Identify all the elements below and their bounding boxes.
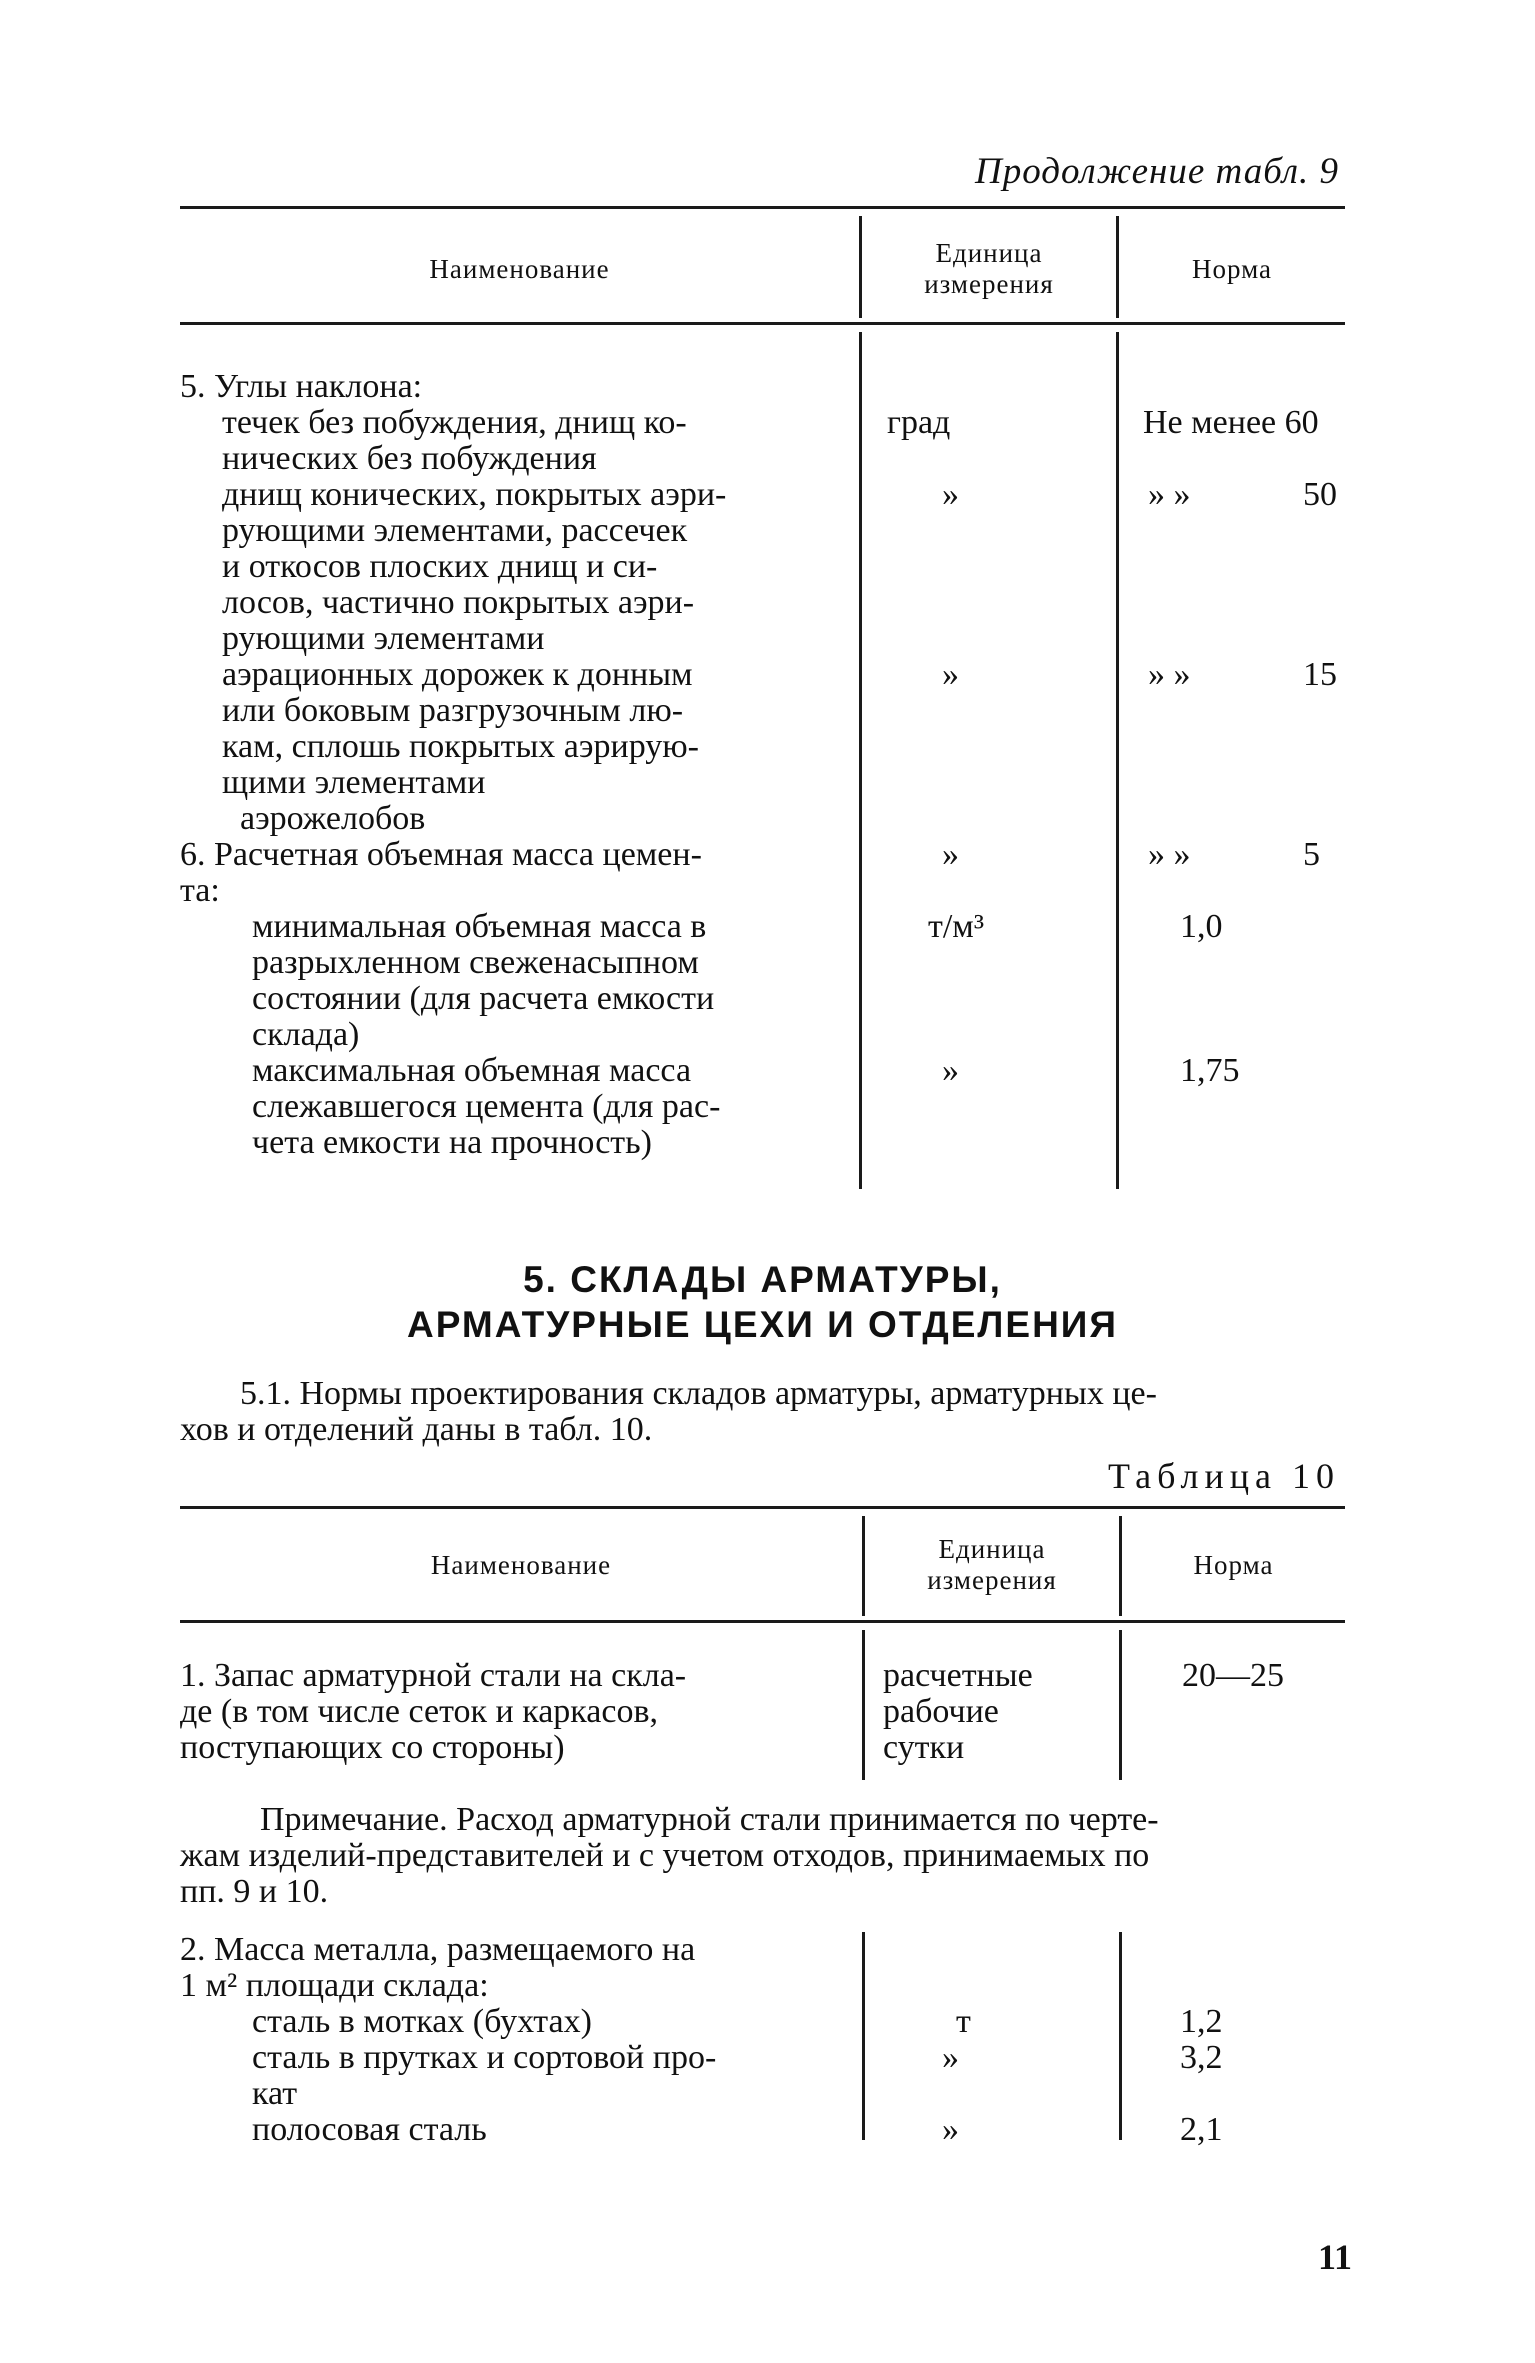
row-unit: т xyxy=(956,2003,971,2040)
row-text: сталь в мотках (бухтах) xyxy=(252,2003,592,2040)
row-unit: град xyxy=(887,404,951,441)
row-norm: 5 xyxy=(1303,836,1320,873)
row-text: минимальная объемная масса в разрыхленном свеженасыпном состоянии (для расчета емкости склада) xyxy=(252,908,715,1053)
column-divider xyxy=(862,1932,865,2140)
row-norm: 15 xyxy=(1303,656,1337,693)
table-10-label: Таблица 10 xyxy=(1108,1456,1340,1496)
table-top-rule xyxy=(180,206,1345,209)
row-text: полосовая сталь xyxy=(252,2111,487,2148)
section-title-line-1: 5. СКЛАДЫ АРМАТУРЫ, xyxy=(523,1259,1002,1300)
row-text: днищ конических, покрытых аэри- рующими элементами, рассечек и откосов плоских днищ и си- лосов, частично покрытых аэри- рующими элементами xyxy=(222,476,727,657)
column-divider xyxy=(1119,1630,1122,1780)
page-number: 11 xyxy=(1318,2237,1353,2277)
header-name: Наименование xyxy=(429,254,610,284)
header-unit: Единица измерения xyxy=(927,1534,1057,1595)
table-note: Примечание. Расход арматурной стали принимается по черте- жам изделий-представителей и с учетом отходов, принимаемых по пп. 9 и 10. xyxy=(180,1801,1159,1910)
row-norm: 3,2 xyxy=(1180,2039,1223,2076)
header-unit: Единица измерения xyxy=(924,238,1054,299)
row-text: максимальная объемная масса слежавшегося цемента (для рас- чета емкости на прочность) xyxy=(252,1052,721,1161)
row-norm: Не менее 60 xyxy=(1143,404,1319,441)
row-norm: 1,75 xyxy=(1180,1052,1240,1089)
row-norm: 20—25 xyxy=(1182,1657,1284,1694)
header-norm: Норма xyxy=(1192,254,1272,284)
table-top-rule xyxy=(180,1506,1345,1509)
ditto-mark: » » xyxy=(1148,476,1191,513)
ditto-mark: » xyxy=(942,656,959,693)
row-5-title: 5. Углы наклона: xyxy=(180,368,423,405)
row-unit: расчетные рабочие сутки xyxy=(883,1657,1033,1766)
ditto-mark: » xyxy=(942,2111,959,2148)
row-norm: 50 xyxy=(1303,476,1337,513)
row-text: 1. Запас арматурной стали на скла- де (в том числе сеток и каркасов, поступающих со стороны) xyxy=(180,1657,687,1766)
ditto-mark: » xyxy=(942,836,959,873)
row-text: течек без побуждения, днищ ко- нических без побуждения xyxy=(222,404,687,477)
ditto-mark: » xyxy=(942,476,959,513)
ditto-mark: » » xyxy=(1148,836,1191,873)
section-paragraph: 5.1. Нормы проектирования складов арматуры, арматурных це- хов и отделений даны в табл. 10. xyxy=(180,1375,1157,1448)
header-name: Наименование xyxy=(430,1550,612,1580)
ditto-mark: » xyxy=(942,1052,959,1089)
table-header-rule xyxy=(180,1620,1345,1623)
row-6-title: 6. Расчетная объемная масса цемен- та: xyxy=(180,836,702,909)
ditto-mark: » » xyxy=(1148,656,1191,693)
table-continuation-label: Продолжение табл. 9 xyxy=(975,151,1340,192)
row-text: аэрожелобов xyxy=(240,800,426,837)
row-norm: 1,2 xyxy=(1180,2003,1223,2040)
row-norm: 2,1 xyxy=(1180,2111,1223,2148)
row-norm: 1,0 xyxy=(1180,908,1223,945)
column-divider xyxy=(1116,332,1119,1189)
header-norm: Норма xyxy=(1193,1550,1274,1580)
row-text: аэрационных дорожек к донным или боковым разгрузочным лю- кам, сплошь покрытых аэрирую- щими элементами xyxy=(222,656,699,801)
row-unit: т/м³ xyxy=(928,908,985,945)
column-divider xyxy=(1119,1932,1122,2140)
table-header-rule xyxy=(180,322,1345,325)
column-divider xyxy=(859,332,862,1189)
ditto-mark: » xyxy=(942,2039,959,2076)
row-text: сталь в прутках и сортовой про- кат xyxy=(252,2039,717,2112)
row-2-title: 2. Масса металла, размещаемого на 1 м² площади склада: xyxy=(180,1931,696,2004)
section-title-line-2: АРМАТУРНЫЕ ЦЕХИ И ОТДЕЛЕНИЯ xyxy=(407,1304,1118,1345)
column-divider xyxy=(862,1630,865,1780)
